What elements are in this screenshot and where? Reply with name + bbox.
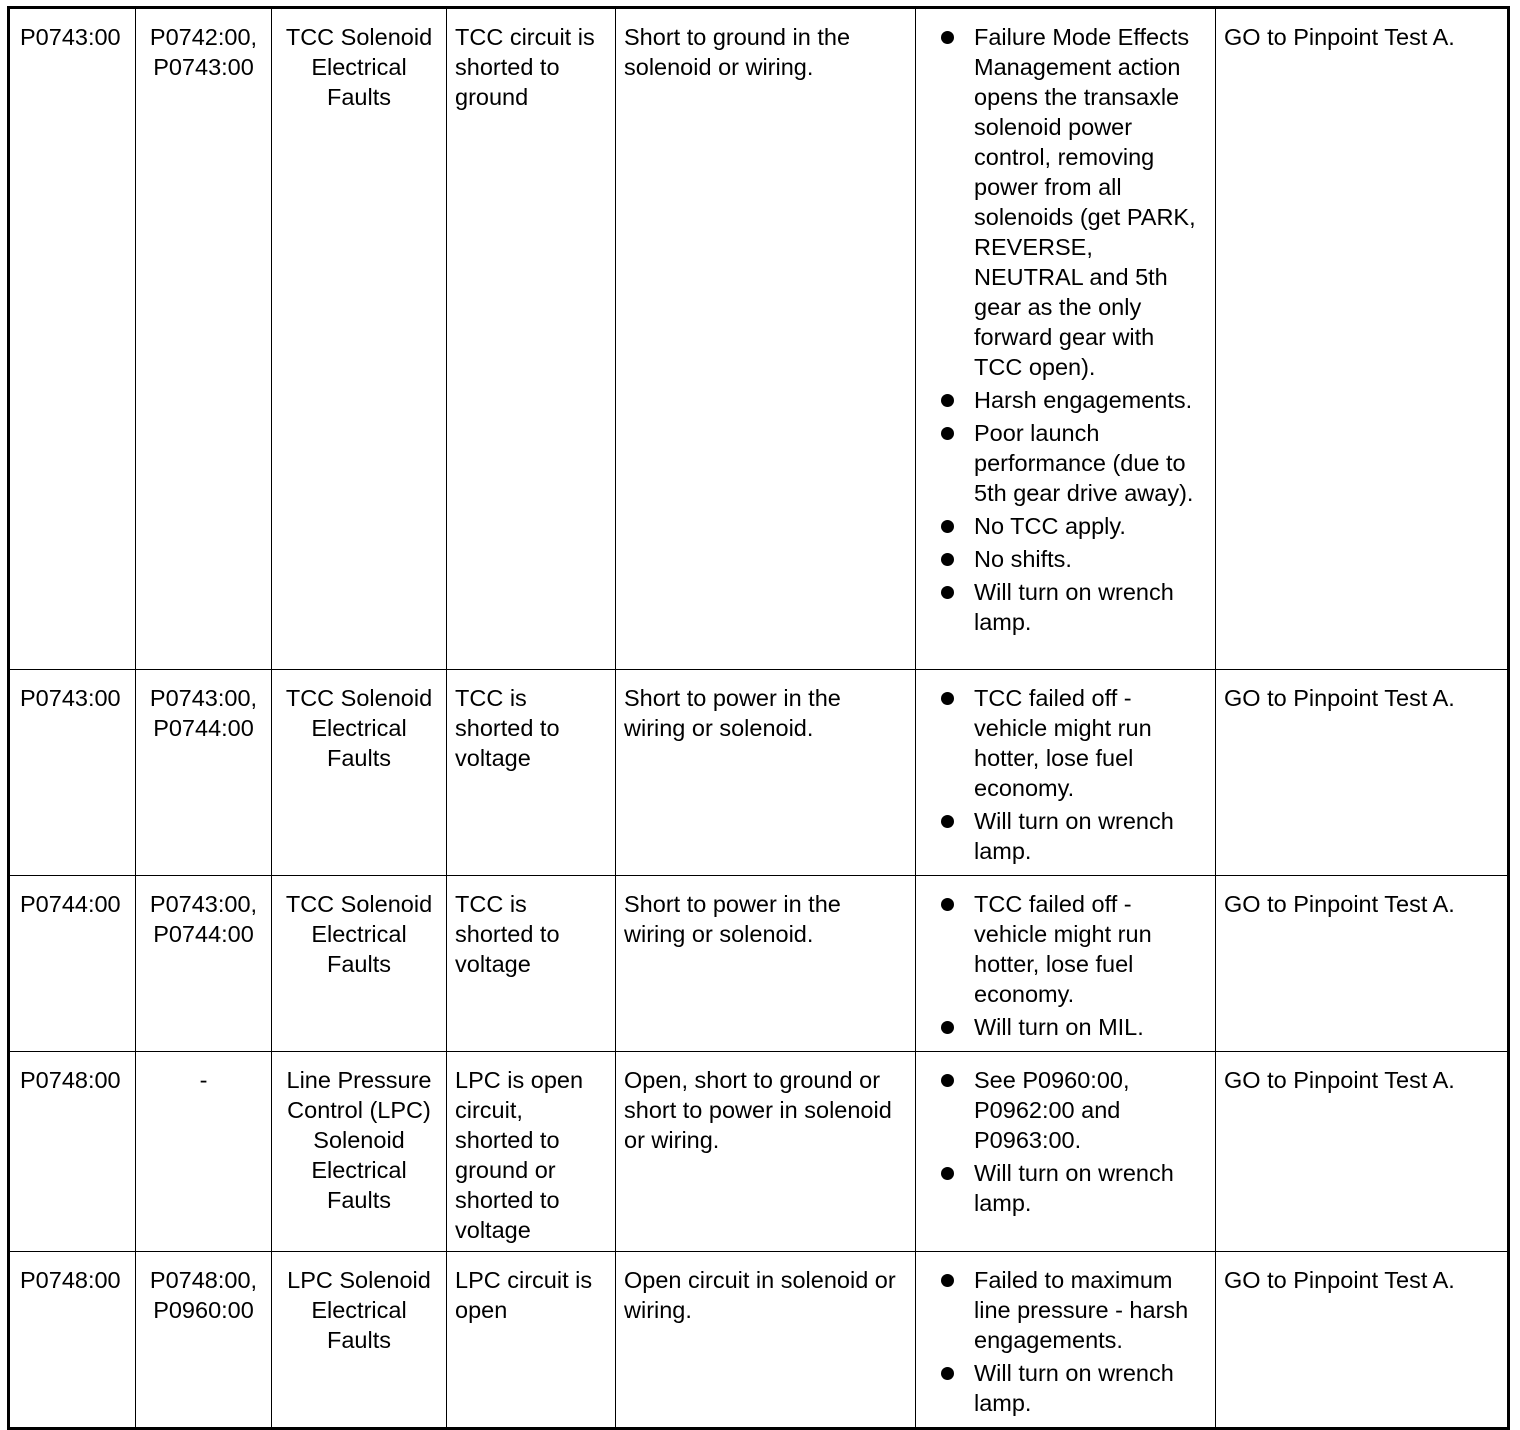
action-cell: GO to Pinpoint Test A. — [1216, 876, 1509, 1052]
symptom-item: Will turn on wrench lamp. — [924, 1158, 1207, 1218]
related-dtc-cell: P0743:00, P0744:00 — [136, 670, 272, 876]
component-cell: Line Pressure Control (LPC) Solenoid Electrical Faults — [272, 1052, 447, 1252]
symptom-item: Failure Mode Effects Management action opens the transaxle solenoid power control, removing power from all solenoids (get PARK, REVERSE, NEUTRAL and 5th gear as the only forward gear with TCC open). — [924, 22, 1207, 382]
component-cell: TCC Solenoid Electrical Faults — [272, 8, 447, 670]
action-cell: GO to Pinpoint Test A. — [1216, 1252, 1509, 1429]
action-cell: GO to Pinpoint Test A. — [1216, 1052, 1509, 1252]
symptoms-list — [924, 1065, 1207, 1218]
symptom-item: Will turn on wrench lamp. — [924, 1358, 1207, 1418]
symptom-item: No TCC apply. — [924, 511, 1207, 541]
symptoms-list — [924, 889, 1207, 1042]
dtc-code-cell: P0743:00 — [9, 8, 136, 670]
related-dtc-cell: P0743:00, P0744:00 — [136, 876, 272, 1052]
symptoms-cell — [916, 8, 1216, 670]
table-row — [9, 876, 1509, 1052]
symptom-item: No shifts. — [924, 544, 1207, 574]
action-cell: GO to Pinpoint Test A. — [1216, 670, 1509, 876]
description-cell: TCC circuit is shorted to ground — [447, 8, 616, 670]
symptom-item: Will turn on wrench lamp. — [924, 806, 1207, 866]
symptom-item: Harsh engagements. — [924, 385, 1207, 415]
cause-cell: Open circuit in solenoid or wiring. — [616, 1252, 916, 1429]
related-dtc-cell: - — [136, 1052, 272, 1252]
table-row — [9, 8, 1509, 670]
action-cell: GO to Pinpoint Test A. — [1216, 8, 1509, 670]
symptoms-list — [924, 683, 1207, 866]
description-cell: LPC is open circuit, shorted to ground or shorted to voltage — [447, 1052, 616, 1252]
dtc-code-cell: P0743:00 — [9, 670, 136, 876]
table-row — [9, 1252, 1509, 1429]
related-dtc-cell: P0748:00, P0960:00 — [136, 1252, 272, 1429]
component-cell: TCC Solenoid Electrical Faults — [272, 876, 447, 1052]
table-row — [9, 670, 1509, 876]
component-cell: TCC Solenoid Electrical Faults — [272, 670, 447, 876]
table-row — [9, 1052, 1509, 1252]
symptom-item: Failed to maximum line pressure - harsh engagements. — [924, 1265, 1207, 1355]
symptom-item: TCC failed off - vehicle might run hotter, lose fuel economy. — [924, 683, 1207, 803]
dtc-code-cell: P0744:00 — [9, 876, 136, 1052]
symptoms-list — [924, 22, 1207, 637]
component-cell: LPC Solenoid Electrical Faults — [272, 1252, 447, 1429]
symptoms-cell — [916, 876, 1216, 1052]
related-dtc-cell: P0742:00, P0743:00 — [136, 8, 272, 670]
symptoms-cell — [916, 1052, 1216, 1252]
description-cell: TCC is shorted to voltage — [447, 670, 616, 876]
symptom-item: TCC failed off - vehicle might run hotter, lose fuel economy. — [924, 889, 1207, 1009]
dtc-table — [7, 6, 1510, 1430]
symptom-item: See P0960:00, P0962:00 and P0963:00. — [924, 1065, 1207, 1155]
description-cell: LPC circuit is open — [447, 1252, 616, 1429]
cause-cell: Short to power in the wiring or solenoid. — [616, 670, 916, 876]
symptom-item: Will turn on MIL. — [924, 1012, 1207, 1042]
symptom-item: Will turn on wrench lamp. — [924, 577, 1207, 637]
dtc-code-cell: P0748:00 — [9, 1252, 136, 1429]
dtc-code-cell: P0748:00 — [9, 1052, 136, 1252]
symptom-item: Poor launch performance (due to 5th gear drive away). — [924, 418, 1207, 508]
cause-cell: Short to power in the wiring or solenoid. — [616, 876, 916, 1052]
cause-cell: Open, short to ground or short to power in solenoid or wiring. — [616, 1052, 916, 1252]
cause-cell: Short to ground in the solenoid or wiring. — [616, 8, 916, 670]
symptoms-cell — [916, 670, 1216, 876]
description-cell: TCC is shorted to voltage — [447, 876, 616, 1052]
symptoms-cell — [916, 1252, 1216, 1429]
symptoms-list — [924, 1265, 1207, 1418]
